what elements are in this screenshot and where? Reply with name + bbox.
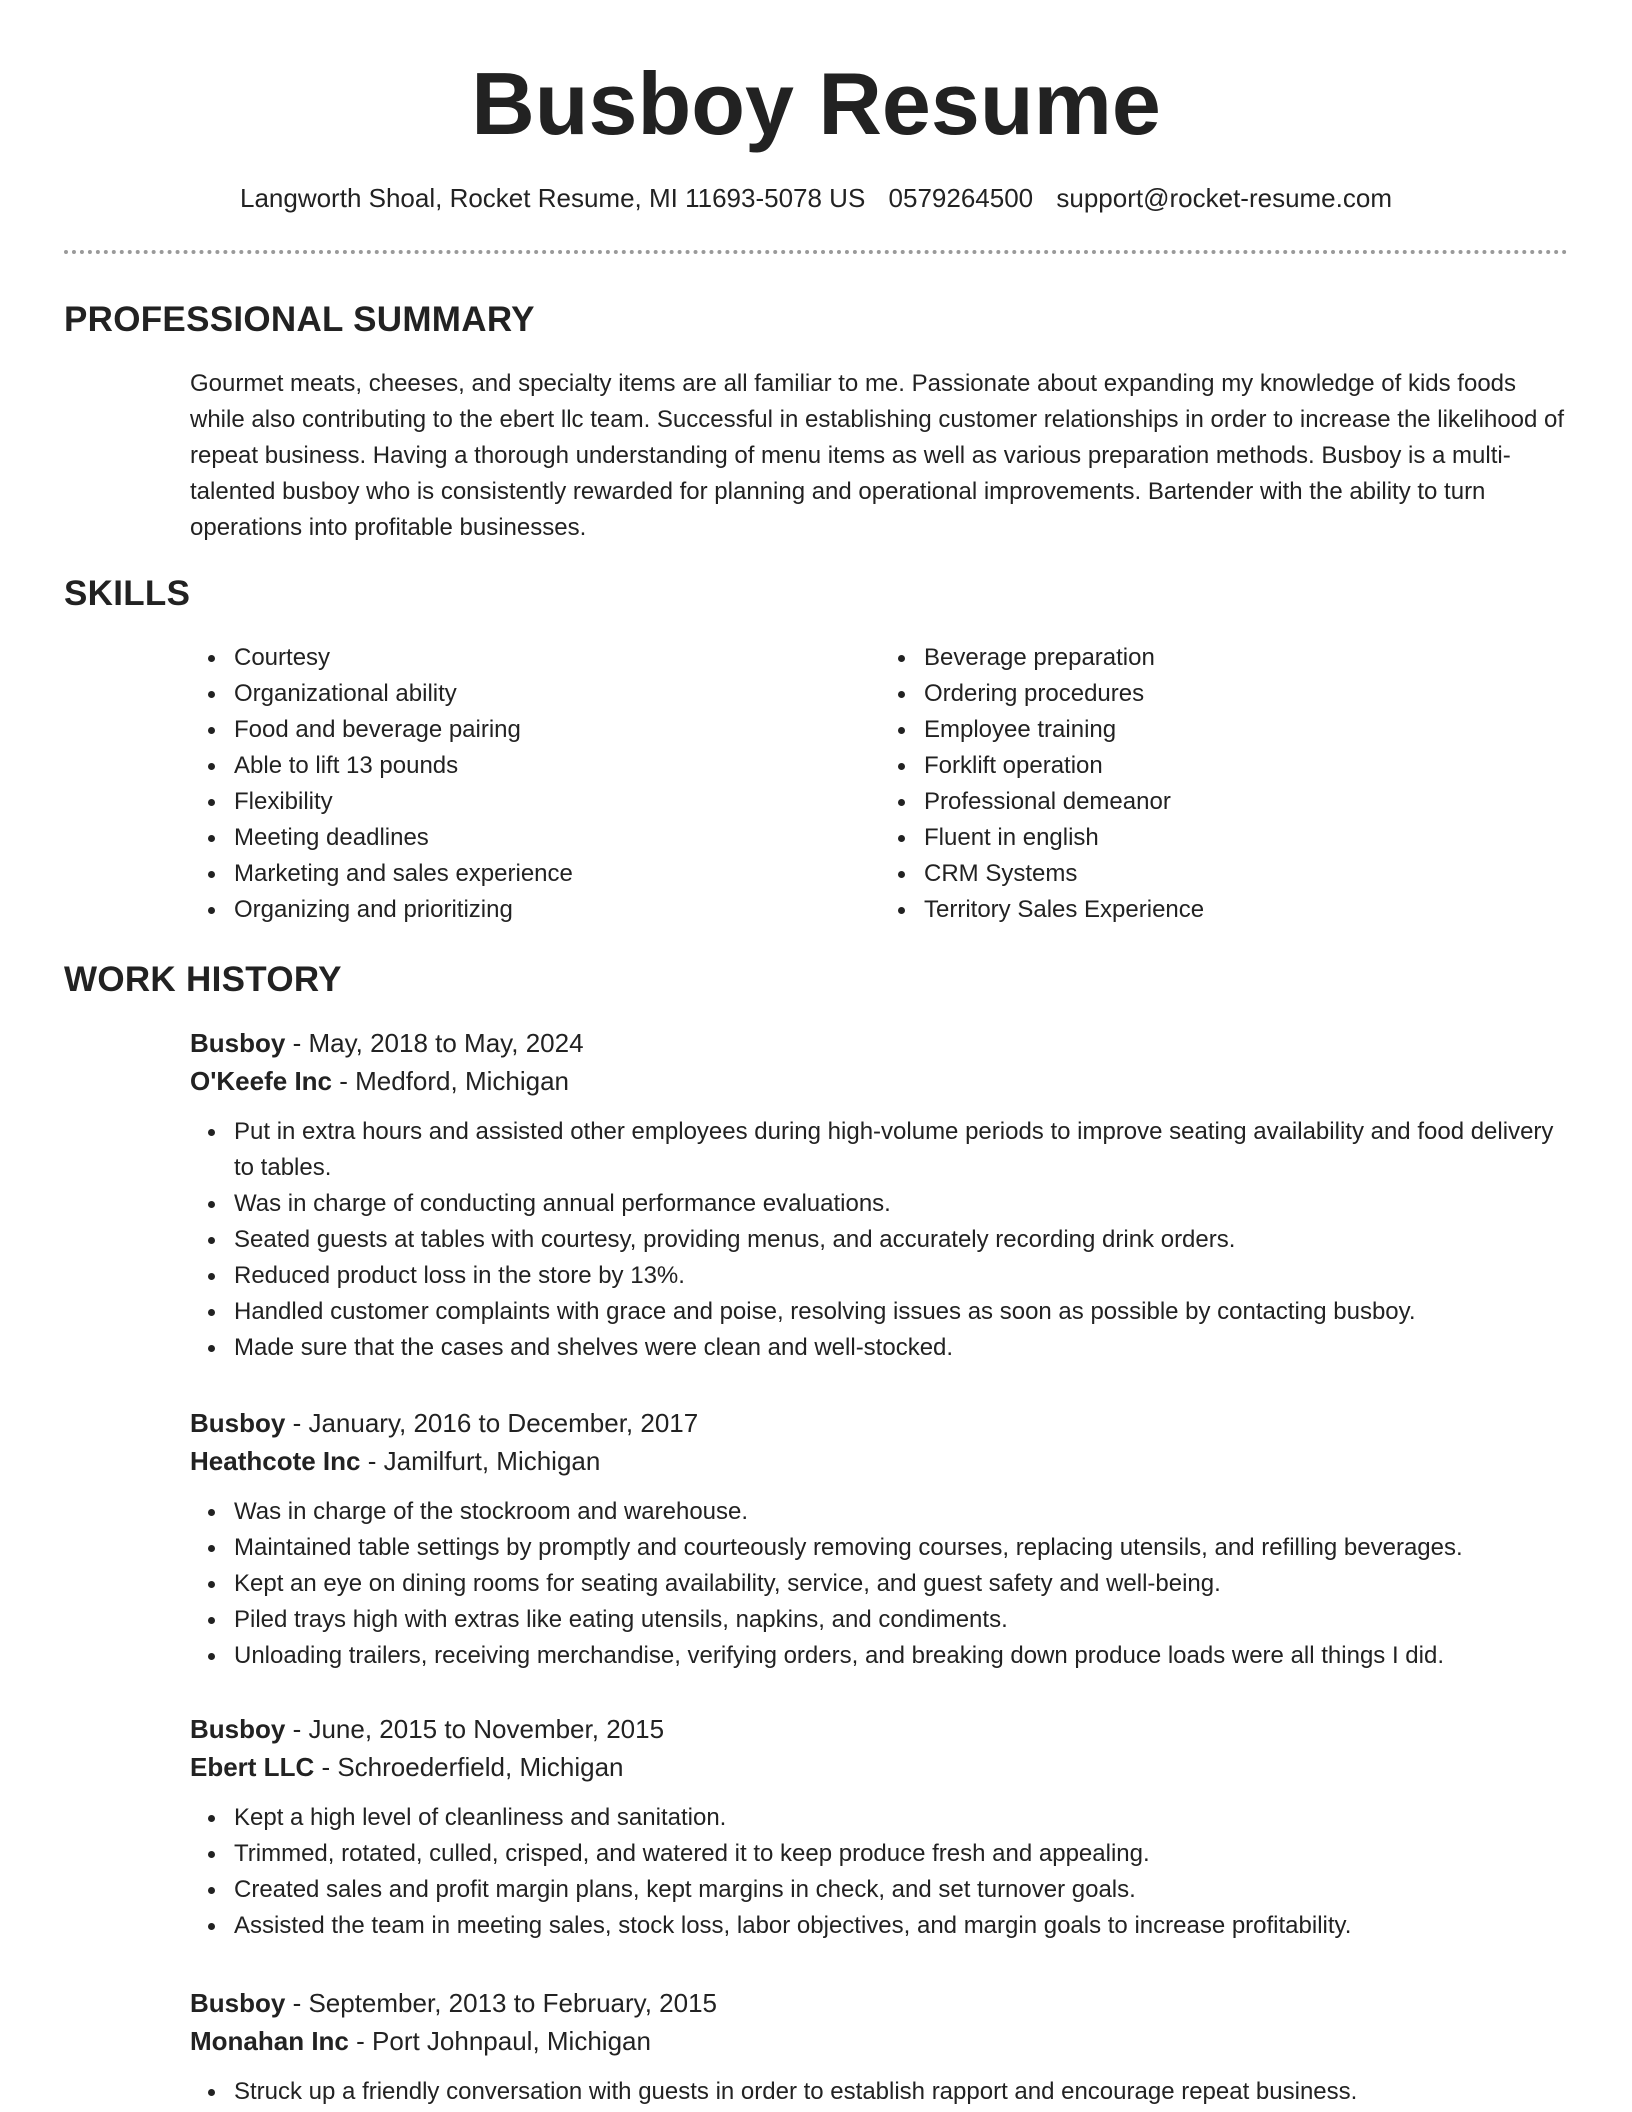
job-company: Ebert LLC	[190, 1752, 315, 1782]
job-dates: - September, 2013 to February, 2015	[285, 1988, 718, 2018]
job-location: - Schroederfield, Michigan	[314, 1752, 624, 1782]
job-bullet: Piled trays high with extras like eating utensils, napkins, and condiments.	[234, 1602, 1570, 1638]
job-bullet: Unloading trailers, receiving merchandise, verifying orders, and breaking down produce loads were all things I did.	[234, 1638, 1570, 1674]
job-bullet: Assisted the team in meeting sales, stock loss, labor objectives, and margin goals to increase profitability.	[234, 1908, 1570, 1944]
skill-item: Marketing and sales experience	[234, 856, 880, 892]
job-title: Busboy	[190, 1988, 286, 2018]
resume-title: Busboy Resume	[471, 54, 1161, 153]
job-company: Heathcote Inc	[190, 1446, 361, 1476]
job-company: Monahan Inc	[190, 2026, 349, 2056]
job-location: - Jamilfurt, Michigan	[360, 1446, 601, 1476]
job-bullet: Maintained table settings by promptly and courteously removing courses, replacing utensils, and refilling beverages.	[234, 1530, 1570, 1566]
skill-item: Forklift operation	[924, 748, 1570, 784]
job-bullet: Was in charge of the stockroom and warehouse.	[234, 1494, 1570, 1530]
skill-item: CRM Systems	[924, 856, 1570, 892]
job-bullet: Kept an eye on dining rooms for seating availability, service, and guest safety and well-being.	[234, 1566, 1570, 1602]
contact-address: Langworth Shoal, Rocket Resume, MI 11693-5078 US	[239, 183, 866, 213]
skill-item: Beverage preparation	[924, 640, 1570, 676]
job-bullet: Handled customer complaints with grace and poise, resolving issues as soon as possible by contacting busboy.	[234, 1294, 1570, 1330]
job-bullet: Reduced product loss in the store by 13%.	[234, 1258, 1570, 1294]
skills-column-right	[880, 640, 1570, 928]
skill-item: Food and beverage pairing	[234, 712, 880, 748]
job-entry	[190, 1404, 1570, 1674]
job-bullet: Struck up a friendly conversation with guests in order to establish rapport and encourage repeat business.	[234, 2074, 1570, 2110]
skill-item: Flexibility	[234, 784, 880, 820]
job-title-line	[190, 1024, 1570, 1062]
job-title: Busboy	[190, 1714, 286, 1744]
job-dates: - January, 2016 to December, 2017	[285, 1408, 699, 1438]
job-title-line	[190, 1404, 1570, 1442]
job-company-line	[190, 1062, 1570, 1100]
skills-list	[190, 640, 1570, 928]
job-bullets	[190, 1494, 1570, 1674]
job-company-line	[190, 1442, 1570, 1480]
job-entry	[190, 1024, 1570, 1366]
skill-item: Organizing and prioritizing	[234, 892, 880, 928]
summary-heading: PROFESSIONAL SUMMARY	[64, 300, 535, 339]
job-bullets	[190, 2074, 1570, 2110]
job-company: O'Keefe Inc	[190, 1066, 333, 1096]
job-bullet: Was in charge of conducting annual performance evaluations.	[234, 1186, 1570, 1222]
job-title-line	[190, 1710, 1570, 1748]
skill-item: Employee training	[924, 712, 1570, 748]
job-dates: - May, 2018 to May, 2024	[285, 1028, 584, 1058]
skill-item: Meeting deadlines	[234, 820, 880, 856]
job-bullet: Kept a high level of cleanliness and sanitation.	[234, 1800, 1570, 1836]
skills-heading: SKILLS	[64, 574, 191, 613]
job-company-line	[190, 2022, 1570, 2060]
job-location: - Port Johnpaul, Michigan	[348, 2026, 651, 2056]
job-location: - Medford, Michigan	[332, 1066, 569, 1096]
skill-item: Professional demeanor	[924, 784, 1570, 820]
skill-item: Organizational ability	[234, 676, 880, 712]
skill-item: Territory Sales Experience	[924, 892, 1570, 928]
job-dates: - June, 2015 to November, 2015	[285, 1714, 665, 1744]
skills-column-left	[190, 640, 880, 928]
job-bullet: Put in extra hours and assisted other employees during high-volume periods to improve seating availability and food delivery to tables.	[234, 1114, 1570, 1186]
job-title: Busboy	[190, 1408, 286, 1438]
job-bullets	[190, 1114, 1570, 1366]
contact-line	[0, 180, 1632, 216]
job-bullets	[190, 1800, 1570, 1944]
summary-text: Gourmet meats, cheeses, and specialty items are all familiar to me. Passionate about expanding my knowledge of kids foods while also contributing to the ebert llc team. Successful in establishing customer relationships in order to increase the likelihood of repeat business. Having a thorough understanding of menu items as well as various preparation methods. Busboy is a multi-talented busboy who is consistently rewarded for planning and operational improvements. Bartender with the ability to turn operations into profitable businesses.	[190, 370, 1565, 541]
skill-item: Ordering procedures	[924, 676, 1570, 712]
skill-item: Able to lift 13 pounds	[234, 748, 880, 784]
job-bullet: Trimmed, rotated, culled, crisped, and watered it to keep produce fresh and appealing.	[234, 1836, 1570, 1872]
job-entry	[190, 1710, 1570, 1944]
job-title: Busboy	[190, 1028, 286, 1058]
job-bullet: Made sure that the cases and shelves were clean and well-stocked.	[234, 1330, 1570, 1366]
skill-item: Fluent in english	[924, 820, 1570, 856]
job-title-line	[190, 1984, 1570, 2022]
header-divider	[64, 250, 1568, 254]
job-entry	[190, 1984, 1570, 2110]
job-bullet: Created sales and profit margin plans, kept margins in check, and set turnover goals.	[234, 1872, 1570, 1908]
work-history-heading: WORK HISTORY	[64, 960, 342, 999]
contact-phone: 0579264500	[888, 183, 1034, 213]
contact-email: support@rocket-resume.com	[1056, 183, 1392, 213]
skill-item: Courtesy	[234, 640, 880, 676]
job-bullet: Seated guests at tables with courtesy, providing menus, and accurately recording drink orders.	[234, 1222, 1570, 1258]
job-company-line	[190, 1748, 1570, 1786]
